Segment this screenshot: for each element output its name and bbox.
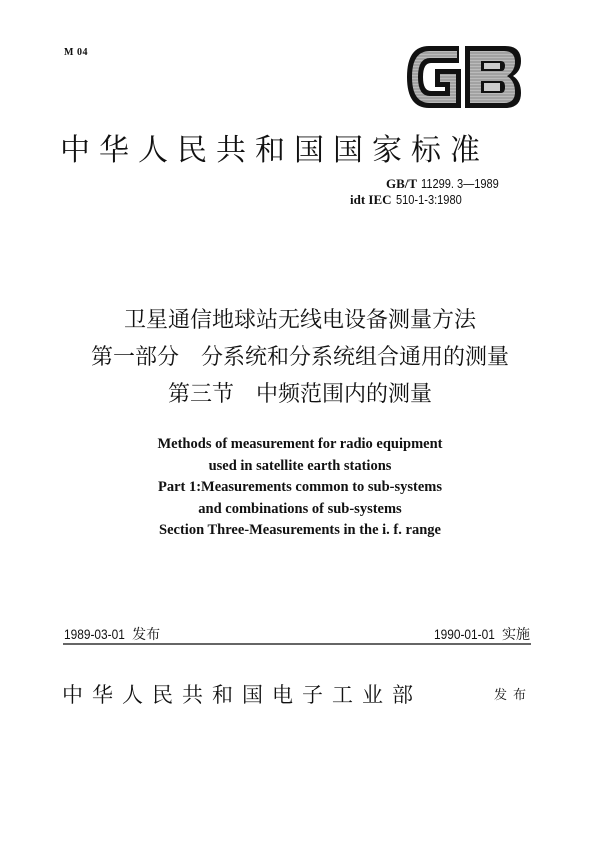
chinese-title-line: 第三节 中频范围内的测量	[167, 382, 432, 407]
issuer-suffix: 发布	[494, 688, 533, 703]
gb-logo-icon	[405, 43, 523, 111]
english-title-line: Part 1:Measurements common to sub-systems	[157, 479, 443, 495]
gb-logo	[405, 43, 523, 111]
main-title: 中华人民共和国国家标准	[60, 133, 489, 168]
divider	[63, 643, 531, 645]
english-title-line: and combinations of sub-systems	[198, 500, 402, 517]
chinese-title-block	[0, 302, 600, 413]
english-title-block	[0, 434, 600, 542]
english-title-line: Methods of measurement for radio equipment	[157, 436, 443, 452]
english-title-line: used in satellite earth stations	[208, 457, 392, 474]
standard-number: GB/T 11299. 3—1989	[386, 176, 500, 191]
classification-code: M 04	[64, 47, 88, 58]
idt-reference: idt IEC 510-1-3:1980	[350, 192, 462, 207]
effective-date: 1990-01-01 实施	[433, 626, 530, 643]
chinese-title-line: 卫星通信地球站无线电设备测量方法	[123, 308, 476, 333]
english-title-line: Section Three-Measurements in the i. f. range	[159, 522, 441, 538]
standard-number-block	[350, 176, 513, 208]
chinese-title-line: 第一部分 分系统和分系统组合通用的测量	[90, 345, 509, 370]
issue-date: 1989-03-01 发布	[64, 626, 161, 643]
issuer: 中华人民共和国电子工业部	[62, 683, 422, 707]
